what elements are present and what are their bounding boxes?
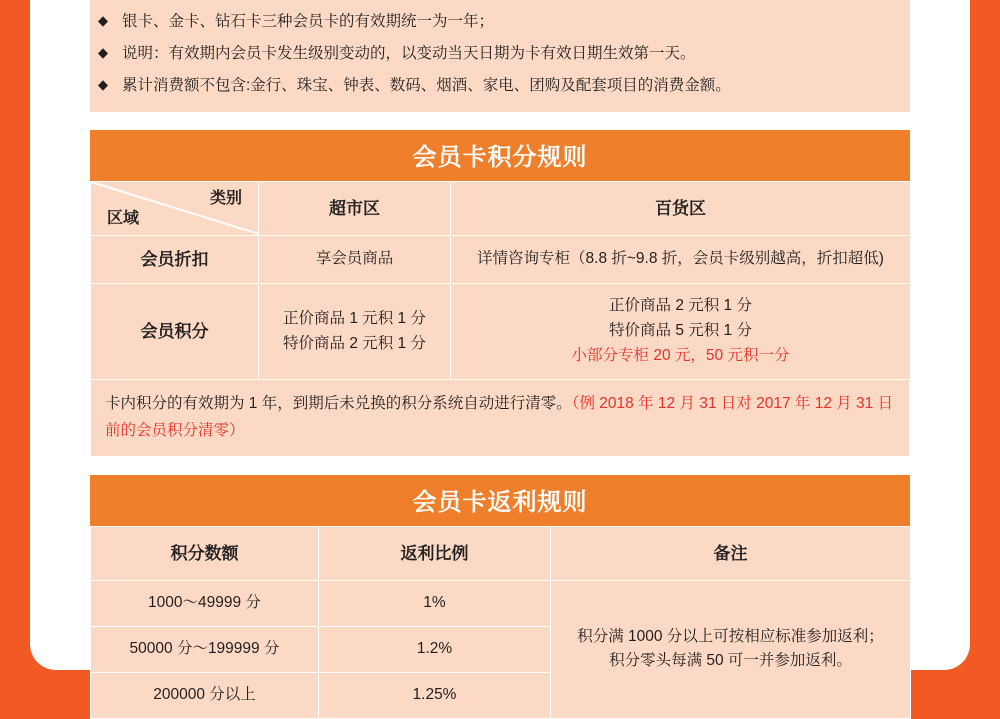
diamond-bullet-icon: ◆ [98,12,108,29]
document-page [30,0,970,703]
diamond-bullet-icon: ◆ [98,44,108,61]
corner-region-label: 区域 [107,209,140,227]
cell-amount-2: 50000 分～199999 分 [91,627,319,673]
cell-remark [551,581,911,718]
cell-line: 特价商品 2 元积 1 分 [283,334,426,352]
cell-discount-supermarket: 享会员商品 [259,236,451,284]
cell-amount-1: 1000～49999 分 [91,581,319,627]
points-note [90,380,910,457]
row-label-discount: 会员折扣 [91,236,259,284]
list-item [90,70,910,102]
cell-points-supermarket [259,284,451,379]
points-note-black: 卡内积分的有效期为 1 年，到期后未兑换的积分系统自动进行清零。 [105,394,572,412]
rebate-rules-table [90,526,911,719]
cell-line-highlight: 小部分专柜 20 元，50 元积一分 [571,347,790,365]
table-row [91,284,911,379]
section-title-rebate: 会员卡返利规则 [90,475,910,526]
cell-ratio-1: 1% [319,581,551,627]
remark-line: 积分满 1000 分以上可按相应标准参加返利； [577,627,884,645]
column-header-points-amount: 积分数额 [91,527,319,581]
row-label-points: 会员积分 [91,284,259,379]
cell-discount-department: 详情咨询专柜（8.8 折~9.8 折，会员卡级别越高，折扣超低) [451,236,911,284]
corner-category-label: 类别 [209,190,242,208]
list-item-text: 累计消费额不包含:金行、珠宝、钟表、数码、烟酒、家电、团购及配套项目的消费金额。 [122,77,731,95]
column-header-department: 百货区 [451,182,911,236]
list-item-text: 银卡、金卡、钻石卡三种会员卡的有效期统一为一年； [122,13,495,30]
list-item [90,38,910,70]
cell-ratio-2: 1.2% [319,627,551,673]
content-container [90,0,910,719]
table-header-row [91,527,911,581]
cell-line: 正价商品 2 元积 1 分 [609,297,752,315]
column-header-rebate-ratio: 返利比例 [319,527,551,581]
cell-line: 正价商品 1 元积 1 分 [283,309,426,327]
column-header-supermarket: 超市区 [259,182,451,236]
points-rules-table [90,181,911,380]
list-item [90,6,910,38]
remark-line: 积分零头每满 50 可一并参加返利。 [609,652,852,670]
table-row [91,581,911,627]
cell-ratio-3: 1.25% [319,672,551,718]
cell-amount-3: 200000 分以上 [91,672,319,718]
points-note-red: （例 2018 年 12 月 31 日对 2017 年 12 月 31 日前的会员积分清零） [105,394,894,439]
list-item-text: 说明：有效期内会员卡发生级别变动的，以变动当天日期为卡有效日期生效第一天。 [122,45,696,63]
cell-line: 特价商品 5 元积 1 分 [609,322,752,340]
table-corner-cell [91,182,259,236]
bullet-list [90,0,910,112]
section-title-points: 会员卡积分规则 [90,130,910,181]
table-header-row [91,182,911,236]
diamond-bullet-icon: ◆ [98,76,108,93]
cell-points-department [451,284,911,379]
column-header-remark: 备注 [551,527,911,581]
table-row [91,236,911,284]
